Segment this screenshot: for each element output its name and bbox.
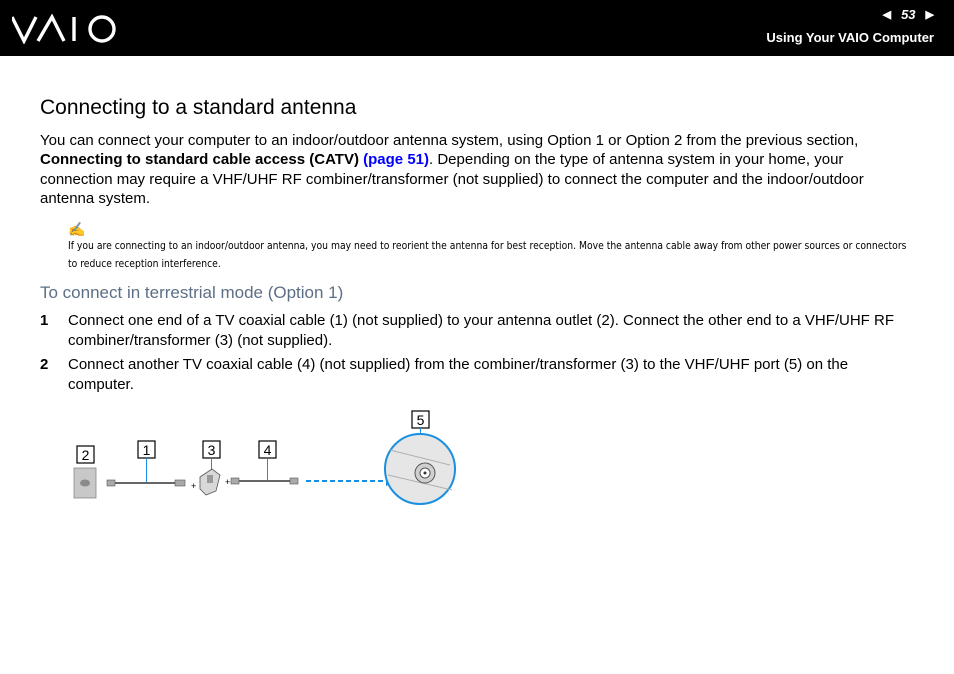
pencil-note-icon: ✍: [68, 221, 86, 237]
triangle-left-icon[interactable]: ◀: [882, 9, 892, 21]
callout-1: [138, 441, 155, 483]
intro-text-1: You can connect your computer to an indoor/outdoor antenna system, using Option 1 or Option 2 from the previous section,: [40, 132, 859, 149]
procedure-heading: To connect in terrestrial mode (Option 1): [40, 283, 344, 302]
vaio-logo: [12, 14, 122, 49]
page-number: 53: [901, 7, 916, 22]
callout-1-label: 1: [142, 442, 151, 458]
vhf-uhf-port-zoom: [385, 434, 455, 504]
callout-4-label: 4: [263, 442, 272, 458]
plus-sign: +: [225, 477, 231, 487]
intro-text-2: . Depending on the type of antenna system in your home, your connection may require a VHF/UHF RF combiner/transformer (not supplied) to connect the computer and the indoor/outdoor antenna system.: [40, 151, 864, 208]
connection-arrow: [306, 476, 398, 486]
page-title: Connecting to a standard antenna: [40, 96, 357, 119]
antenna-outlet: [74, 468, 96, 498]
callout-3: [203, 441, 220, 471]
connection-diagram: [60, 405, 480, 520]
section-title: Using Your VAIO Computer: [766, 30, 934, 45]
rf-combiner: [200, 469, 220, 495]
note-text: If you are connecting to an indoor/outdoor antenna, you may need to reorient the antenna for best reception. Move the antenna cable away from other power sources or connectors to reduce reception interference.: [68, 239, 907, 270]
callout-3-label: 3: [207, 442, 216, 458]
callout-2-label: 2: [81, 447, 90, 463]
step-text: Connect one end of a TV coaxial cable (1) (not supplied) to your antenna outlet (2). Connect the other end to a VHF/UHF RF combiner/transformer (3) (not supplied).: [68, 312, 895, 349]
intro-bold-reference: Connecting to standard cable access (CATV): [40, 151, 359, 169]
page-header: [0, 0, 954, 56]
callout-2: [77, 446, 94, 463]
step-number: 1: [40, 312, 49, 329]
page-navigation: [883, 7, 934, 22]
page-link[interactable]: (page 51): [363, 151, 429, 169]
step-number: 2: [40, 356, 49, 373]
triangle-right-icon[interactable]: ▶: [925, 9, 934, 21]
plus-sign: +: [191, 481, 197, 491]
intro-paragraph: [40, 131, 914, 209]
callout-5-label: 5: [416, 412, 425, 428]
step-text: Connect another TV coaxial cable (4) (not supplied) from the combiner/transformer (3) to the VHF/UHF port (5) on the computer.: [68, 356, 849, 393]
callout-4: [259, 441, 276, 481]
coaxial-cable-2: [231, 478, 298, 484]
